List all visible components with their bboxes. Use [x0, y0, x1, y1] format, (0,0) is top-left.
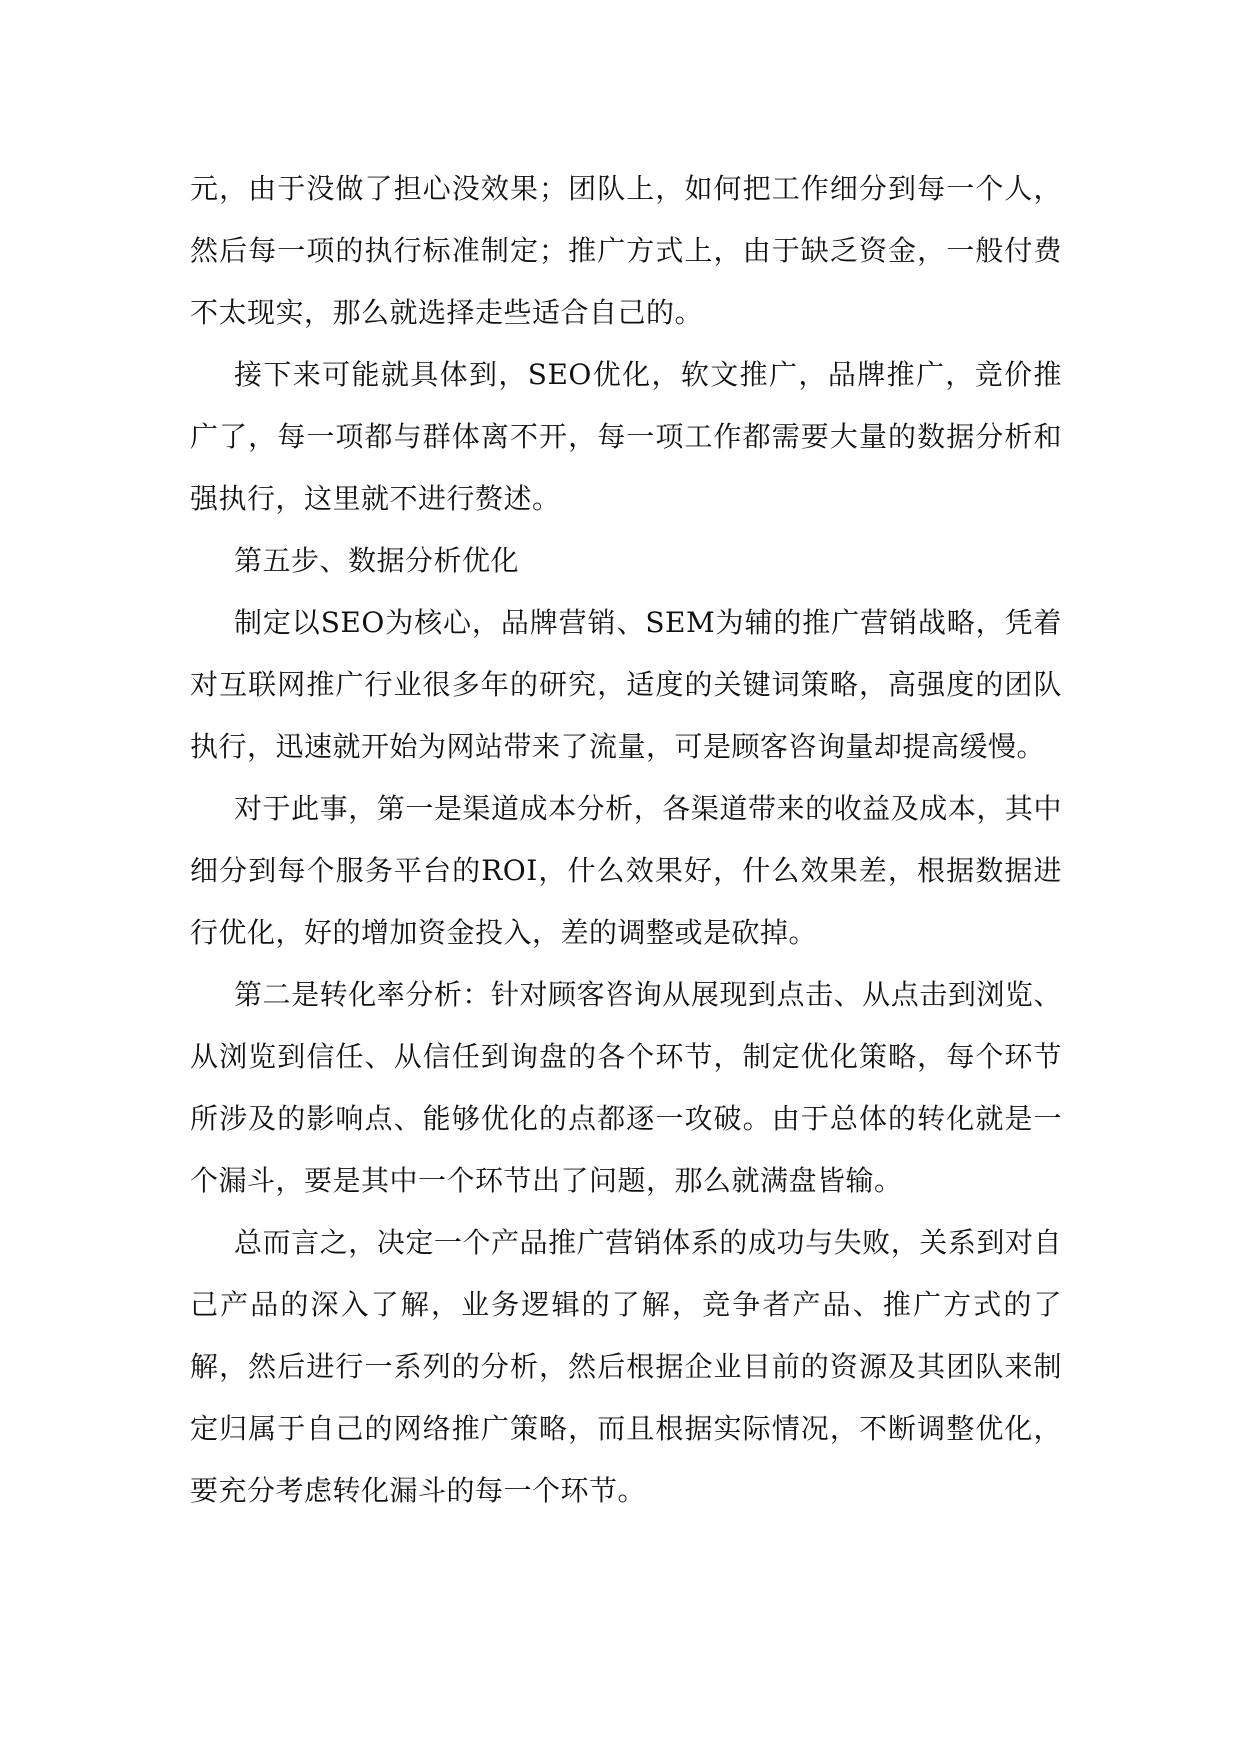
- paragraph-continuation: 元，由于没做了担心没效果；团队上，如何把工作细分到每一个人，然后每一项的执行标准制定；推广方式上，由于缺乏资金，一般付费不太现实，那么就选择走些适合自己的。: [190, 172, 1062, 329]
- paragraph-conversion-analysis: 第二是转化率分析：针对顾客咨询从展现到点击、从点击到浏览、从浏览到信任、从信任到询盘的各个环节，制定优化策略，每个环节所涉及的影响点、能够优化的点都逐一攻破。由于总体的转化就是一个漏斗，要是其中一个环节出了问题，那么就满盘皆输。: [190, 978, 1062, 1197]
- section-heading-step-five: 第五步、数据分析优化: [234, 544, 520, 577]
- paragraph-conclusion: 总而言之，决定一个产品推广营销体系的成功与失败，关系到对自己产品的深入了解，业务逻辑的了解，竞争者产品、推广方式的了解，然后进行一系列的分析，然后根据企业目前的资源及其团队来制定归属于自己的网络推广策略，而且根据实际情况，不断调整优化，要充分考虑转化漏斗的每一个环节。: [190, 1226, 1062, 1507]
- document-body: [190, 158, 1062, 1522]
- paragraph-channel-cost-analysis: 对于此事，第一是渠道成本分析，各渠道带来的收益及成本，其中细分到每个服务平台的ROI，什么效果好，什么效果差，根据数据进行优化，好的增加资金投入，差的调整或是砍掉。: [190, 792, 1062, 949]
- paragraph-promotion-methods: 接下来可能就具体到，SEO优化，软文推广，品牌推广，竞价推广了，每一项都与群体离不开，每一项工作都需要大量的数据分析和强执行，这里就不进行赘述。: [190, 358, 1062, 515]
- paragraph-strategy: 制定以SEO为核心，品牌营销、SEM为辅的推广营销战略，凭着对互联网推广行业很多年的研究，适度的关键词策略，高强度的团队执行，迅速就开始为网站带来了流量，可是顾客咨询量却提高缓慢。: [190, 606, 1062, 763]
